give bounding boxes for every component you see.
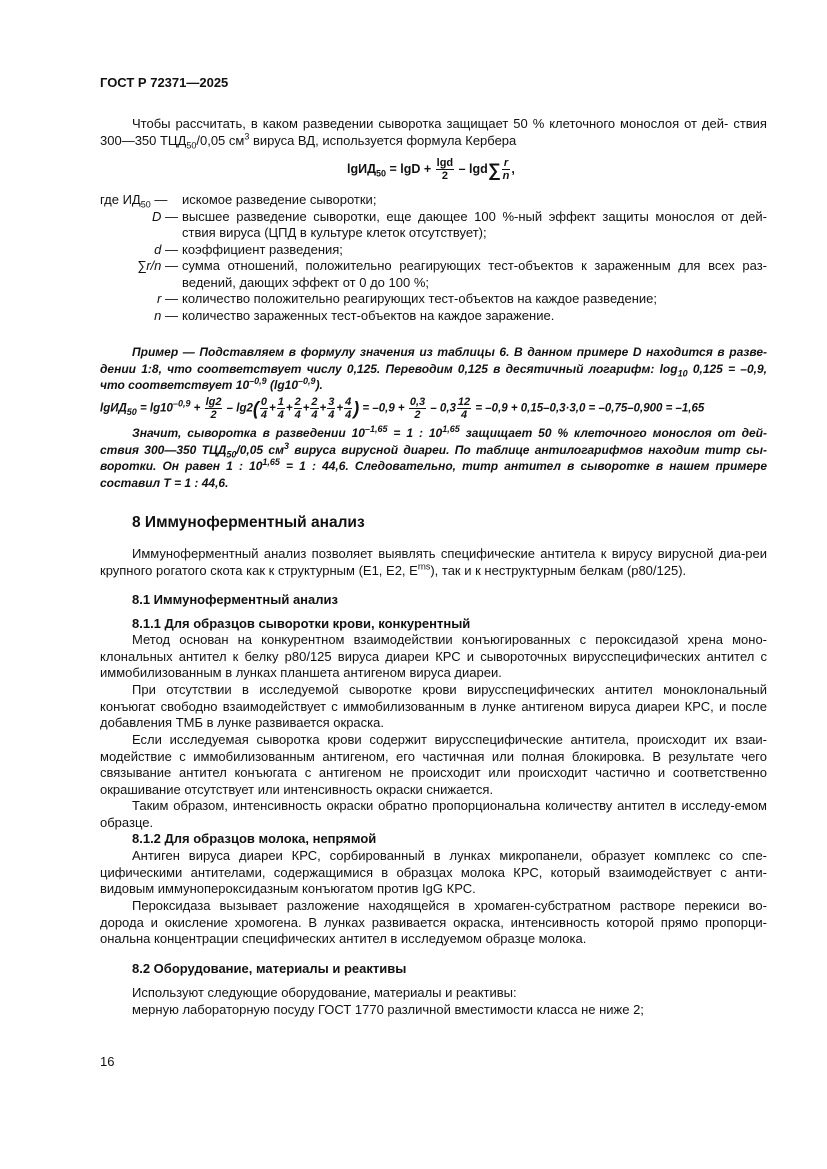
definition-row (100, 291, 767, 308)
paragraph-8-2-a: Используют следующие оборудование, материалы и реактивы: (132, 985, 517, 1000)
frac-den: n (502, 170, 510, 182)
intro-text: ствия 300—350 ТЦД (100, 116, 767, 148)
formula-sub: 50 (376, 168, 387, 179)
example-sub: 10 (677, 367, 688, 378)
formula-text: – lgd (455, 161, 488, 176)
formula-text: + (190, 402, 204, 415)
frac-num: r (502, 157, 511, 170)
frac-den: 2 (441, 170, 448, 182)
intro-text: вируса ВД, используется формула Кербера (249, 132, 517, 148)
def-sym: где ИД (100, 192, 141, 207)
frac-den: 4 (345, 409, 352, 421)
definition-symbol (100, 192, 182, 209)
paragraph-8-1-2-a: Антиген вируса диареи КРС, сорбированный в лунках микропанели, образует комплекс со спе-цифическими антителами, содержащимися в образцах молока КРС, который взаимодействует с анти-видовым иммунопероксидазным конъюгатом против IgG КРС. (100, 848, 767, 896)
section-8-intro (100, 546, 767, 579)
frac-num: 2 (294, 396, 301, 408)
conclusion-text: защищает 50 % клеточного монослоя от дей-ствия 300—350 ТЦД (100, 426, 767, 457)
example-text: — Подставляем в формулу значения из таблицы 6. В данном примере D находится в разве-дении 1:8, что соответствует числу 0,125. Переводим 0,125 в десятичный логарифм: log (100, 345, 767, 376)
definition-row (100, 209, 767, 242)
formula-text: = lg10 (136, 402, 173, 415)
conclusion-sup: –1,65 (364, 424, 388, 434)
subsection-8-1-title: 8.1 Иммуноферментный анализ (132, 592, 338, 607)
definition-symbol: n — (154, 307, 178, 323)
intro-sub: 50 (186, 140, 197, 151)
conclusion-sub: 50 (226, 448, 237, 459)
definition-text: количество зараженных тест-объектов на каждое заражение. (182, 307, 555, 323)
frac-num: lgd (436, 157, 454, 169)
section-text: Иммуноферментный анализ позволяет выявлять специфические антитела к вирусу вирусной диа-реи крупного рогатого скота как к структурным (Е1, Е2, Е (100, 546, 767, 578)
frac-den: 4 (260, 409, 268, 421)
conclusion-text: Значит, сыворотка в разведении 10 (132, 426, 365, 440)
document-header: ГОСТ Р 72371—2025 (100, 75, 229, 90)
definition-symbol: r — (157, 291, 178, 306)
formula-fraction (294, 396, 302, 421)
conclusion-sup: 1,65 (262, 457, 280, 467)
paren-close: ) (353, 398, 360, 419)
formula-fraction (457, 396, 471, 421)
frac-num: 4 (345, 396, 352, 408)
formula-text: – 0,3 (427, 402, 456, 415)
formula-fraction (205, 396, 223, 421)
paragraph-8-1-1-b: При отсутствии в исследуемой сыворотке крови вирусспецифических антител моноклональный конъюгат свободно взаимодействует с иммобилизованным в лунке антигеном вируса диареи КРС, и после добавления ТМБ в лунке развивается окраска. (100, 682, 767, 730)
frac-den: 4 (294, 409, 301, 421)
conclusion-text: = 1 : 44,6. Следовательно, титр антител в сыворотке в нашем примере составил T = 1 : 44,6. (100, 459, 768, 490)
paren-open: ( (252, 398, 259, 419)
formula-sup: –0,9 (172, 398, 191, 409)
subsection-8-2-title: 8.2 Оборудование, материалы и реактивы (132, 961, 407, 976)
conclusion-text: = 1 : 10 (387, 426, 443, 440)
conclusion-paragraph (100, 425, 767, 491)
intro-sup: 3 (244, 131, 250, 142)
conclusion-sup: 3 (283, 440, 289, 451)
paragraph-8-1-1-a: Метод основан на конкурентном взаимодействии конъюгированных с пероксидазой хрена моно-клональных антител к белку р80/125 вируса диареи КРС и сывороточных вирусспецифических антител с иммобилизованным в лунках планшета антигеном вируса диареи. (100, 632, 767, 680)
formula-fraction (436, 157, 455, 182)
paragraph-8-2-b: мерную лабораторную посуду ГОСТ 1770 различной вместимости класса не ниже 2; (132, 1002, 644, 1017)
kerber-formula (347, 157, 515, 182)
example-text: ). (315, 378, 323, 392)
frac-den: 4 (460, 409, 468, 421)
example-text: 0,125 = –0,9, что соответствует 10 (100, 361, 767, 392)
formula-text: = –0,9 + 0,15–0,3·3,0 = –0,75–0,900 = –1,65 (472, 402, 705, 415)
frac-num: 0,3 (409, 396, 426, 408)
frac-den: 4 (311, 409, 318, 421)
conclusion-text: /0,05 см (236, 442, 284, 457)
definition-row (100, 308, 767, 325)
conclusion-text: вируса вирусной диареи. По таблице антилогарифмов находим титр сы-воротки. Он равен 1 : 10 (100, 442, 767, 473)
definition-text: коэффициент разведения; (182, 241, 343, 257)
example-label: Пример (132, 345, 179, 359)
conclusion-sup: 1,65 (442, 424, 460, 434)
intro-paragraph (100, 116, 767, 149)
frac-num: 1 (277, 396, 284, 408)
subsection-8-1-1-title: 8.1.1 Для образцов сыворотки крови, конкурентный (132, 616, 471, 631)
definition-text: высшее разведение сыворотки, еще дающее 100 %-ный эффект защиты монослоя от дей-ствия вируса (ЦПД в культуре клеток отсутствует); (182, 208, 767, 240)
frac-den: 2 (414, 409, 421, 421)
def-sym: — (150, 192, 168, 207)
formula-text: – lg2 (223, 402, 253, 415)
formula-text: = –0,9 + (359, 402, 408, 415)
frac-num: lg2 (205, 396, 222, 408)
paragraph-8-1-1-d: Таким образом, интенсивность окраски обратно пропорциональна количеству антител в исследу-емом образце. (100, 798, 767, 830)
paragraph-8-1-1-c: Если исследуемая сыворотка крови содержит вирусспецифические антитела, происходит их взаи-модействие с иммобилизованным антигеном, его частичная или полная блокировка. В результате чего связывание антител конъюгата с антигеном не происходит или происходит частично и соответственно окрашивание отсутствует или интенсивность окраски снижается. (100, 732, 767, 797)
definition-row (100, 242, 767, 259)
def-sub: 50 (140, 199, 151, 210)
intro-text: /0,05 см (196, 132, 245, 148)
sum-symbol: ∑ (487, 159, 501, 180)
definition-text: количество положительно реагирующих тест-объектов на каждое разведение; (182, 291, 657, 306)
frac-den: 2 (210, 409, 217, 421)
definition-text: искомое разведение сыворотки; (182, 192, 377, 207)
formula-fraction (327, 396, 335, 421)
page-number: 16 (100, 1054, 115, 1069)
definition-row (100, 192, 767, 209)
example-text: (lg10 (266, 378, 299, 392)
definition-symbol: ∑r/n — (136, 258, 178, 273)
subsection-8-1-2-title: 8.1.2 Для образцов молока, непрямой (132, 831, 377, 846)
definition-symbol: d — (154, 241, 178, 257)
example-sup: –0,9 (249, 376, 267, 386)
section-8-title: 8 Иммуноферментный анализ (132, 514, 365, 531)
section-text: ), так и к неструктурным белкам (р80/125). (430, 562, 687, 578)
frac-num: 3 (328, 396, 335, 408)
frac-den: 4 (328, 409, 335, 421)
formula-fraction (502, 157, 511, 182)
example-paragraph (100, 344, 767, 394)
definition-symbol: D — (152, 208, 178, 224)
frac-num: 12 (457, 396, 471, 408)
definition-text: сумма отношений, положительно реагирующих тест-объектов к зараженным для всех раз-ведений, дающих эффект от 0 до 100 %; (182, 258, 767, 290)
computed-formula: $\lg ИД_{50} = \lg 10^{-0,9}$ + $\frac{\lg 2}{2}$ – lg2( $\frac{0}{4}$ + $\frac{1}{4}$ + $\frac{2}{4}$ + $\frac{2}{4}$ + $\frac{3}{4}$ + $\frac{4}{4}$ ) = –0,9 + $\frac{0,3}{2}$ – 0,3 $\frac{12}{4}$ = –0,9 + 0,15–0,3·3,0 = –0,75–0,900 = –1,65 (100, 396, 705, 421)
formula-lhs: lgИД (347, 161, 376, 176)
definitions-list (100, 192, 767, 324)
formula-text: , (511, 161, 515, 176)
frac-num: 0 (260, 396, 268, 408)
formula-fraction (277, 396, 285, 421)
formula-fraction (310, 396, 318, 421)
formula-text: = lgD + (386, 161, 435, 176)
section-sup: rns (417, 561, 431, 572)
intro-text: Чтобы рассчитать, в каком разведении сыворотка защищает 50 % клеточного монослоя от дей- (132, 116, 729, 131)
definition-row (100, 258, 767, 291)
frac-den: 4 (277, 409, 284, 421)
formula-fraction (409, 396, 426, 421)
formula-fraction (344, 396, 352, 421)
formula-fraction (260, 396, 268, 421)
formula-lhs: lgИД (100, 402, 127, 415)
frac-num: 2 (311, 396, 318, 408)
formula-sub: 50 (126, 406, 137, 417)
paragraph-8-1-2-b: Пероксидаза вызывает разложение находящейся в хромаген-субстратном растворе перекиси во-дорода и окисление хромогена. В лунках развивается окраска, интенсивность которой прямо пропорци-ональна концентрации специфических антител в исследуемом образце молока. (100, 898, 767, 946)
example-sup: –0,9 (298, 376, 316, 386)
